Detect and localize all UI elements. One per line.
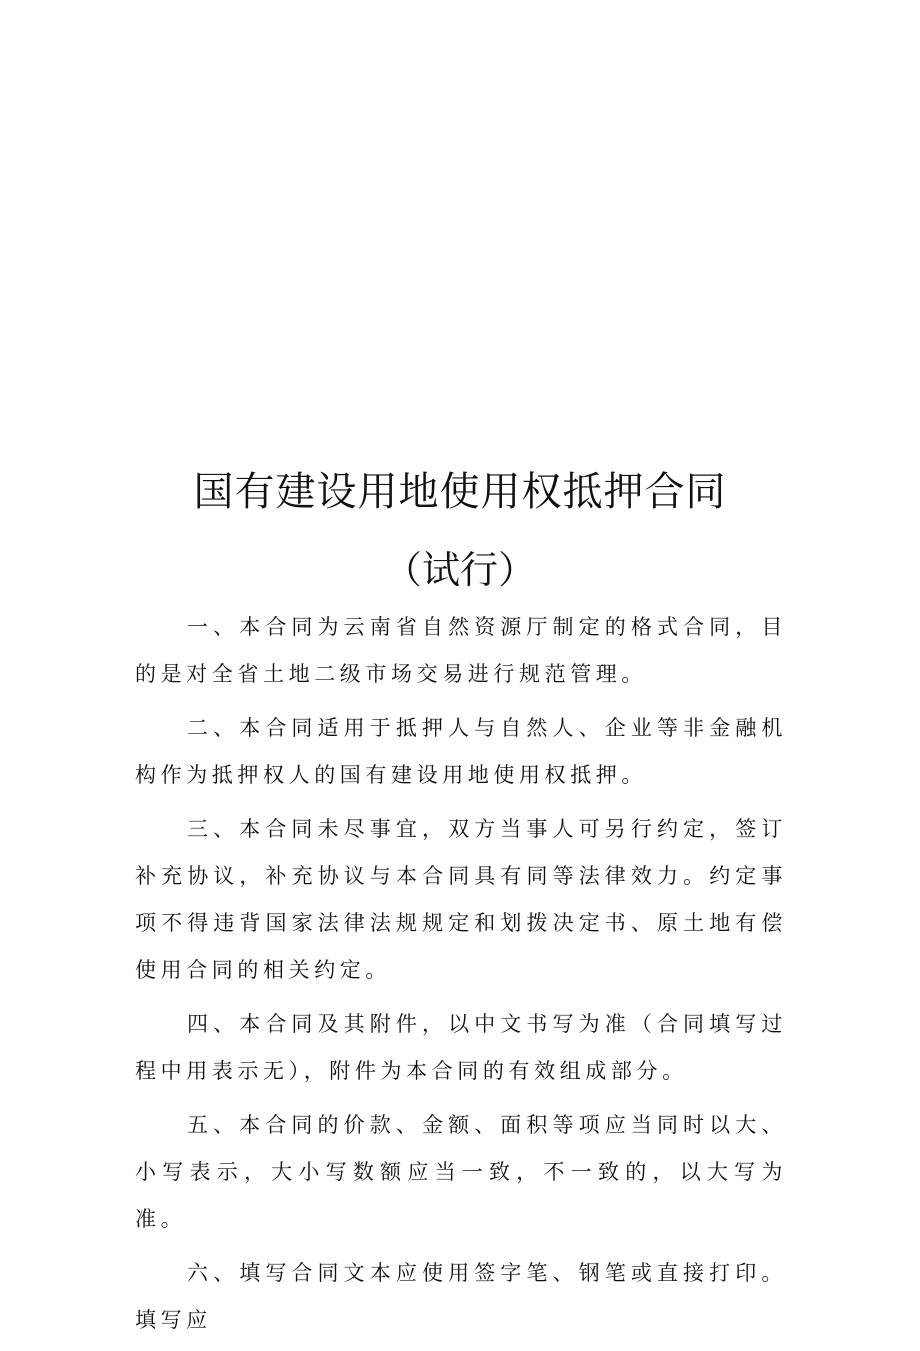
paragraph-5: 五、本合同的价款、金额、面积等项应当同时以大、小写表示，大小写数额应当一致，不一致的，以大写为准。 (135, 1113, 787, 1231)
document-title: 国有建设用地使用权抵押合同 (193, 469, 727, 515)
document-body (135, 604, 787, 1351)
document-subtitle: （试行） (383, 548, 536, 592)
paragraph-2: 二、本合同适用于抵押人与自然人、企业等非金融机构作为抵押权人的国有建设用地使用权抵押。 (135, 716, 787, 787)
paragraph-4: 四、本合同及其附件，以中文书写为准（合同填写过程中用表示无），附件为本合同的有效组成部分。 (135, 1012, 787, 1083)
paragraph-3: 三、本合同未尽事宜，双方当事人可另行约定，签订补充协议，补充协议与本合同具有同等法律效力。约定事项不得违背国家法律法规规定和划拨决定书、原土地有偿使用合同的相关约定。 (135, 817, 787, 982)
paragraph-1: 一、本合同为云南省自然资源厅制定的格式合同，目的是对全省土地二级市场交易进行规范管理。 (135, 615, 787, 686)
paragraph-6: 六、填写合同文本应使用签字笔、钢笔或直接打印。填写应 (135, 1261, 787, 1332)
